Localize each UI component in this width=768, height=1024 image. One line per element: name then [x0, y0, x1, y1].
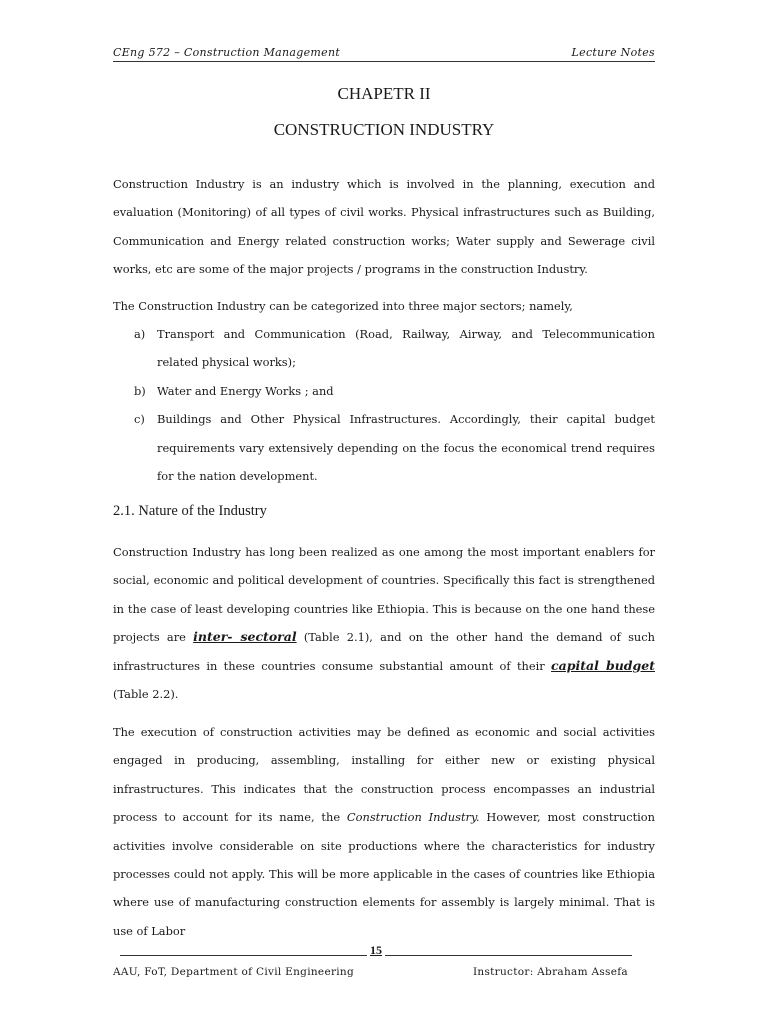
text-run: Construction Industry has long been realized as one among the most important enablers for social, economic and political development of countries. Specifically this fact is strengthened in the case of least developing countries like Ethiopia. This is because on the one hand these projects are: [113, 545, 655, 645]
emphasis-capital-budget: capital budget: [551, 657, 655, 673]
rule-right: [385, 954, 632, 956]
course-title: CEng 572 – Construction Management: [113, 46, 341, 59]
department-text: AAU, FoT, Department of Civil Engineering: [113, 966, 355, 978]
rule-left: [120, 954, 367, 956]
list-marker: c): [134, 412, 145, 427]
intro-paragraph: Construction Industry is an industry which is involved in the planning, execution and evaluation (Monitoring) of all types of civil works. Physical infrastructures such as Building, Communication and Energy related construction works; Water supply and Sewerage civil works, etc are some of the major projects / programs in the construction Industry.: [113, 177, 655, 277]
page-number: 15: [370, 943, 382, 957]
list-item-text: Transport and Communication (Road, Railway, Airway, and Telecommunication related physical works);: [157, 327, 655, 370]
running-header: [113, 46, 655, 62]
nature-paragraph-1: [113, 538, 655, 708]
emphasis-construction-industry: Construction Industry.: [346, 810, 480, 825]
chapter-label: CHAPETR II: [337, 84, 431, 103]
chapter-title: CONSTRUCTION INDUSTRY: [273, 120, 495, 139]
instructor-text: Instructor: Abraham Assefa: [472, 966, 628, 978]
text-run: (Table 2.2).: [113, 687, 179, 702]
sector-list: [113, 320, 655, 490]
list-marker: b): [134, 383, 146, 398]
list-marker: a): [134, 327, 146, 341]
sectors-intro: The Construction Industry can be categorized into three major sectors; namely,: [113, 299, 573, 313]
list-item-text: Buildings and Other Physical Infrastructures. Accordingly, their capital budget requirements vary extensively depending on the focus the economical trend requires for the nation development.: [157, 412, 655, 484]
list-item: [113, 377, 655, 405]
running-footer: [113, 966, 628, 978]
footer-rule: [120, 944, 632, 958]
list-item: [113, 405, 655, 490]
text-run: (Table 2.1), and on the other hand the demand of such infrastructures in these countries consume substantial amount of their: [113, 630, 655, 673]
doc-type: Lecture Notes: [571, 46, 655, 59]
emphasis-inter-sectoral: inter- sectoral: [193, 629, 297, 645]
list-item-text: Water and Energy Works ; and: [157, 383, 334, 398]
section-heading: 2.1. Nature of the Industry: [113, 503, 267, 519]
nature-paragraph-2: [113, 718, 655, 945]
text-run: However, most construction activities involve considerable on site productions where the characteristics for industry processes could not apply. This will be more applicable in the cases of countries like Ethiopia where use of manufacturing construction elements for assembly is largely minimal. That is use of Labor: [113, 810, 655, 938]
text-run: The execution of construction activities may be defined as economic and social activities engaged in producing, assembling, installing for either new or existing physical infrastructures. This indicates that the construction process encompasses an industrial process to account for its name, the: [113, 725, 655, 825]
list-item: [113, 320, 655, 377]
